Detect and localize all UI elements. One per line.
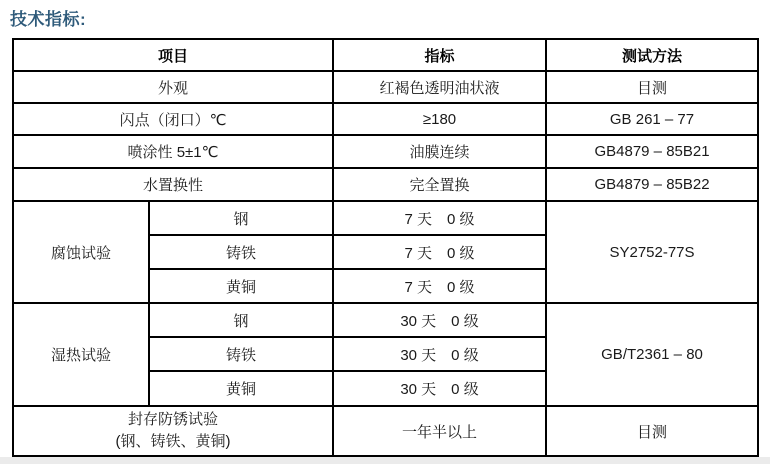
cell-storage-rust-method: 目测 <box>546 406 758 456</box>
table-row-damp-heat-steel <box>13 303 758 337</box>
cell-corrosion-group-label: 腐蚀试验 <box>13 201 149 303</box>
table-row-appearance <box>13 71 758 103</box>
cell-water-displacement-spec: 完全置换 <box>333 168 546 201</box>
cell-sprayability-spec: 油膜连续 <box>333 135 546 168</box>
table-header-row <box>13 39 758 71</box>
cell-damp-heat-group-label: 湿热试验 <box>13 303 149 406</box>
cell-storage-rust-spec: 一年半以上 <box>333 406 546 456</box>
technical-spec-table <box>12 38 759 457</box>
cell-damp-heat-method: GB/T2361 – 80 <box>546 303 758 406</box>
table-row-sprayability <box>13 135 758 168</box>
table-row-corrosion-steel <box>13 201 758 235</box>
cell-damp-heat-brass-material: 黄铜 <box>149 371 333 406</box>
cell-corrosion-cast-iron-spec: 7 天 0 级 <box>333 235 546 269</box>
cell-damp-heat-cast-iron-material: 铸铁 <box>149 337 333 371</box>
section-heading: 技术指标: <box>10 10 87 29</box>
cell-water-displacement-method: GB4879 – 85B22 <box>546 168 758 201</box>
cell-corrosion-brass-material: 黄铜 <box>149 269 333 303</box>
header-cell-spec: 指标 <box>333 39 546 71</box>
cell-corrosion-cast-iron-material: 铸铁 <box>149 235 333 269</box>
cell-damp-heat-steel-spec: 30 天 0 级 <box>333 303 546 337</box>
cell-corrosion-method: SY2752-77S <box>546 201 758 303</box>
cell-sprayability-item: 喷涂性 5±1℃ <box>13 135 333 168</box>
table-row-storage-rust <box>13 406 758 456</box>
cell-flash-point-method: GB 261 – 77 <box>546 103 758 135</box>
cell-corrosion-steel-spec: 7 天 0 级 <box>333 201 546 235</box>
cell-corrosion-steel-material: 钢 <box>149 201 333 235</box>
header-cell-method: 测试方法 <box>546 39 758 71</box>
cell-water-displacement-item: 水置换性 <box>13 168 333 201</box>
table-row-flash-point <box>13 103 758 135</box>
cell-appearance-item: 外观 <box>13 71 333 103</box>
cell-sprayability-method: GB4879 – 85B21 <box>546 135 758 168</box>
cell-appearance-method: 目测 <box>546 71 758 103</box>
cell-flash-point-item: 闪点（闭口）℃ <box>13 103 333 135</box>
cell-appearance-spec: 红褐色透明油状液 <box>333 71 546 103</box>
cell-storage-rust-item-line1: 封存防锈试验 <box>128 411 219 428</box>
cell-flash-point-spec: ≥180 <box>333 103 546 135</box>
header-cell-item: 项目 <box>13 39 333 71</box>
cell-storage-rust-item-line2: (钢、铸铁、黄铜) <box>115 433 231 450</box>
cell-damp-heat-steel-material: 钢 <box>149 303 333 337</box>
cell-damp-heat-brass-spec: 30 天 0 级 <box>333 371 546 406</box>
table-row-water-displacement <box>13 168 758 201</box>
cell-damp-heat-cast-iron-spec: 30 天 0 级 <box>333 337 546 371</box>
cell-storage-rust-item <box>13 406 333 456</box>
page-bottom-strip <box>0 457 770 464</box>
cell-corrosion-brass-spec: 7 天 0 级 <box>333 269 546 303</box>
